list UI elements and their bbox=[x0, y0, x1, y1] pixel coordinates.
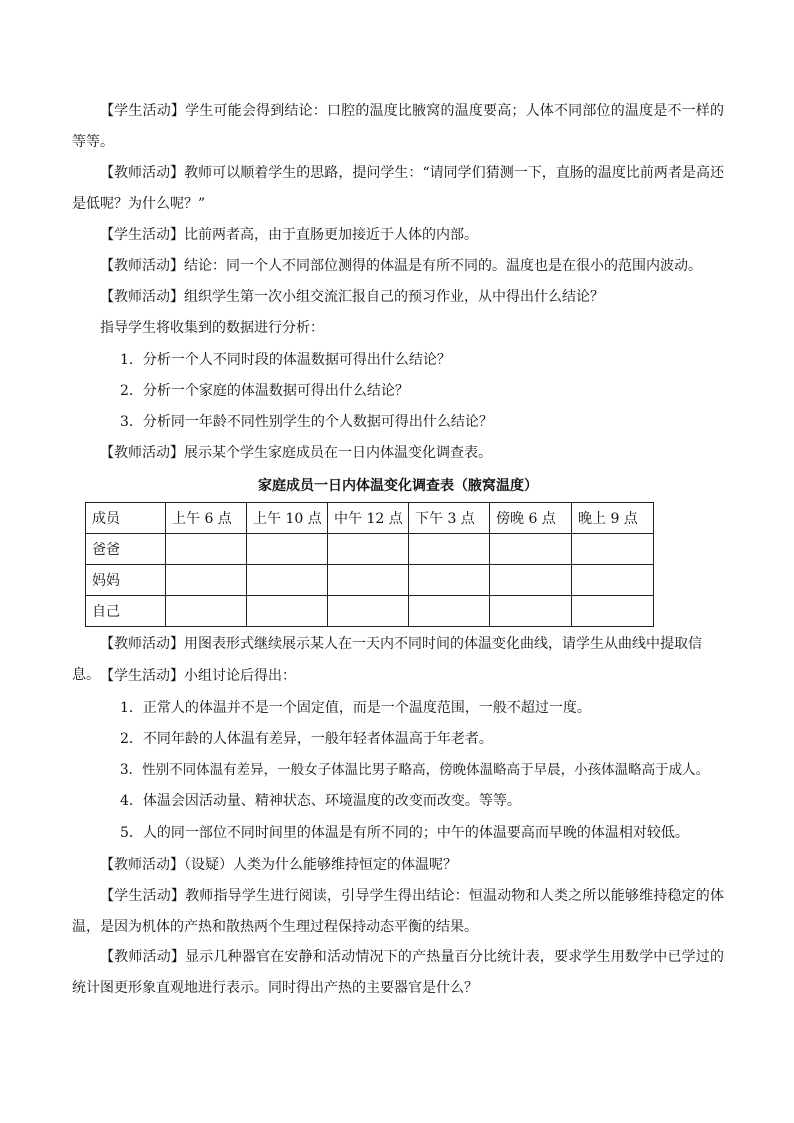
table-cell bbox=[572, 565, 654, 596]
row-label-cell: 自己 bbox=[86, 596, 166, 627]
paragraph-teacher-activity-2: 【教师活动】结论：同一个人不同部位测得的体温是有所不同的。温度也是在很小的范围内波动。 bbox=[100, 258, 702, 274]
list-item: 2．分析一个家庭的体温数据可得出什么结论？ bbox=[120, 383, 409, 399]
table-row bbox=[86, 596, 654, 627]
row-label-cell: 妈妈 bbox=[86, 565, 166, 596]
table-cell bbox=[328, 596, 409, 627]
header-cell: 上午 10 点 bbox=[247, 503, 328, 534]
paragraph-analysis-guide: 指导学生将收集到的数据进行分析： bbox=[100, 320, 324, 336]
list-item: 4．体温会因活动量、精神状态、环境温度的改变而改变。等等。 bbox=[120, 793, 521, 809]
paragraph-teacher-activity-5: 【教师活动】用图表形式继续展示某人在一天内不同时间的体温变化曲线，请学生从曲线中提取信息。 bbox=[72, 636, 702, 683]
header-cell: 下午 3 点 bbox=[409, 503, 490, 534]
table-cell bbox=[166, 596, 247, 627]
paragraph-teacher-activity-6: 【教师活动】（设疑）人类为什么能够维持恒定的体温呢？ bbox=[100, 857, 457, 873]
paragraph-teacher-activity-1: 【教师活动】教师可以顺着学生的思路，提问学生：“请同学们猜测一下，直肠的温度比前两者是高还是低呢？为什么呢？” bbox=[72, 165, 724, 212]
list-item: 1．分析一个人不同时段的体温数据可得出什么结论？ bbox=[120, 352, 451, 368]
table-cell bbox=[490, 534, 572, 565]
table-cell bbox=[409, 534, 490, 565]
list-item: 2．不同年龄的人体温有差异，一般年轻者体温高于年老者。 bbox=[120, 731, 493, 747]
paragraph-student-activity-2: 【学生活动】比前两者高，由于直肠更加接近于人体的内部。 bbox=[100, 227, 478, 243]
temperature-survey-table bbox=[85, 502, 654, 627]
table-row bbox=[86, 534, 654, 565]
table-cell bbox=[490, 565, 572, 596]
table-cell bbox=[328, 534, 409, 565]
table-cell bbox=[166, 534, 247, 565]
header-cell: 上午 6 点 bbox=[166, 503, 247, 534]
list-item: 5．人的同一部位不同时间里的体温是有所不同的；中午的体温要高而早晚的体温相对较低。 bbox=[120, 825, 689, 841]
table-cell bbox=[409, 565, 490, 596]
table-cell bbox=[247, 565, 328, 596]
table-row bbox=[86, 565, 654, 596]
row-label-cell: 爸爸 bbox=[86, 534, 166, 565]
paragraph-student-activity-4: 【学生活动】教师指导学生进行阅读，引导学生得出结论：恒温动物和人类之所以能够维持稳定的体温，是因为机体的产热和散热两个生理过程保持动态平衡的结果。 bbox=[72, 888, 724, 935]
paragraph-student-activity-1: 【学生活动】学生可能会得到结论：口腔的温度比腋窝的温度要高；人体不同部位的温度是不一样的等等。 bbox=[72, 103, 724, 150]
header-cell: 成员 bbox=[86, 503, 166, 534]
paragraph-teacher-activity-3: 【教师活动】组织学生第一次小组交流汇报自己的预习作业，从中得出什么结论？ bbox=[100, 289, 604, 305]
paragraph-teacher-activity-4: 【教师活动】展示某个学生家庭成员在一日内体温变化调查表。 bbox=[100, 445, 492, 461]
table-caption: 家庭成员一日内体温变化调查表（腋窝温度） bbox=[258, 478, 538, 494]
table-cell bbox=[490, 596, 572, 627]
table-cell bbox=[247, 596, 328, 627]
table-cell bbox=[409, 596, 490, 627]
header-cell: 中午 12 点 bbox=[328, 503, 409, 534]
table-cell bbox=[328, 565, 409, 596]
list-item: 3．分析同一年龄不同性别学生的个人数据可得出什么结论？ bbox=[120, 414, 493, 430]
table-cell bbox=[247, 534, 328, 565]
table-cell bbox=[572, 534, 654, 565]
list-item: 1．正常人的体温并不是一个固定值，而是一个温度范围，一般不超过一度。 bbox=[120, 700, 591, 716]
table-cell bbox=[572, 596, 654, 627]
header-cell: 傍晚 6 点 bbox=[490, 503, 572, 534]
header-cell: 晚上 9 点 bbox=[572, 503, 654, 534]
table-header-row bbox=[86, 503, 654, 534]
list-item: 3．性别不同体温有差异，一般女子体温比男子略高，傍晚体温略高于早晨，小孩体温略高于成人。 bbox=[120, 762, 710, 778]
paragraph-student-activity-3: 【学生活动】小组讨论后得出： bbox=[100, 668, 296, 684]
table-cell bbox=[166, 565, 247, 596]
paragraph-teacher-activity-7: 【教师活动】显示几种器官在安静和活动情况下的产热量百分比统计表，要求学生用数学中已学过的统计图更形象直观地进行表示。同时得出产热的主要器官是什么？ bbox=[72, 949, 724, 996]
